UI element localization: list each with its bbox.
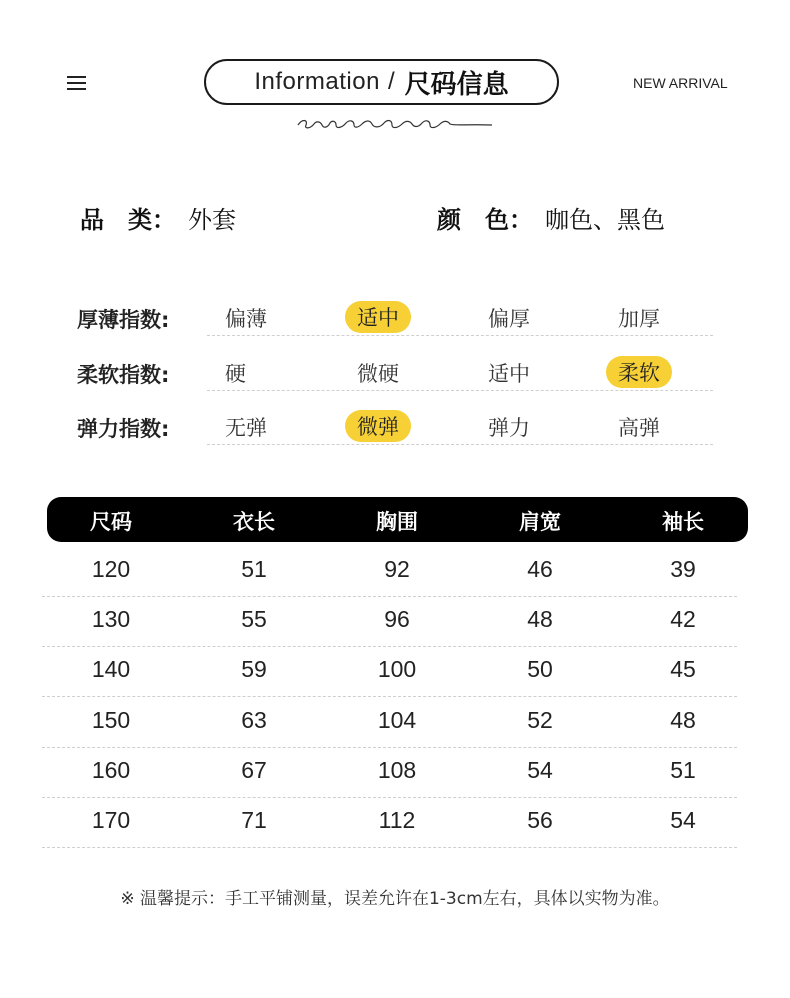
table-cell: 45 — [670, 656, 696, 683]
measurement-note: ※ 温馨提示：手工平铺测量，误差允许在1-3cm左右，具体以实物为准。 — [120, 889, 670, 909]
table-cell: 52 — [527, 706, 553, 733]
table-cell: 55 — [241, 606, 267, 633]
attribute-option: 微硬 — [357, 362, 399, 386]
color-value: 咖色、黑色 — [545, 206, 665, 234]
color-line — [437, 200, 665, 235]
category-label: 品 类： — [80, 206, 176, 234]
attribute-divider — [207, 335, 713, 336]
table-cell: 140 — [91, 656, 131, 683]
attribute-label: 柔软指数: — [77, 363, 170, 387]
table-cell: 42 — [670, 606, 696, 633]
attribute-option: 硬 — [225, 362, 246, 386]
table-header-cell: 肩宽 — [519, 510, 561, 534]
table-cell: 108 — [377, 756, 417, 783]
attribute-option: 适中 — [488, 362, 530, 386]
table-cell: 48 — [670, 706, 696, 733]
table-row — [42, 697, 737, 748]
attribute-label: 厚薄指数: — [77, 308, 170, 332]
attribute-option-selected: 微弹 — [345, 410, 411, 442]
table-header-cell: 衣长 — [233, 510, 275, 534]
table-cell: 100 — [377, 656, 417, 683]
attribute-label: 弹力指数: — [77, 417, 170, 441]
title-pill — [204, 59, 559, 105]
menu-icon[interactable] — [67, 76, 86, 91]
table-cell: 54 — [527, 756, 553, 783]
table-cell: 50 — [527, 656, 553, 683]
signature-script-icon — [296, 113, 494, 133]
table-row — [42, 546, 737, 597]
table-cell: 130 — [91, 606, 131, 633]
title-chinese: 尺码信息 — [404, 69, 509, 100]
table-cell: 71 — [241, 807, 267, 833]
table-cell: 112 — [378, 807, 416, 833]
attribute-option: 偏薄 — [225, 307, 267, 331]
category-value: 外套 — [188, 206, 236, 234]
table-header-cell: 袖长 — [662, 510, 704, 534]
table-cell: 170 — [91, 807, 131, 833]
title-english: Information — [254, 68, 380, 95]
title-separator: / — [387, 68, 395, 95]
table-header-cell: 尺码 — [90, 510, 132, 534]
table-cell: 51 — [241, 556, 267, 582]
attribute-option: 弹力 — [488, 416, 530, 440]
color-label: 颜 色： — [437, 206, 533, 234]
table-cell: 56 — [527, 807, 553, 833]
table-cell: 104 — [377, 706, 417, 733]
table-row — [42, 596, 737, 647]
table-cell: 160 — [91, 756, 131, 783]
table-cell: 54 — [670, 807, 696, 833]
attribute-option: 高弹 — [618, 416, 660, 440]
new-arrival-tag: NEW ARRIVAL — [633, 75, 728, 91]
table-cell: 150 — [91, 706, 131, 733]
attribute-option: 加厚 — [618, 307, 660, 331]
table-row — [42, 797, 737, 848]
table-cell: 96 — [384, 606, 410, 633]
table-cell: 51 — [670, 756, 696, 783]
table-cell: 92 — [384, 556, 410, 582]
table-cell: 67 — [241, 756, 267, 783]
attribute-divider — [207, 444, 713, 445]
table-cell: 120 — [91, 556, 131, 582]
table-cell: 46 — [527, 556, 553, 582]
attribute-option: 偏厚 — [488, 307, 530, 331]
attribute-option-selected: 适中 — [345, 301, 411, 333]
attribute-option: 无弹 — [225, 416, 267, 440]
table-cell: 63 — [241, 706, 267, 733]
attribute-option-selected: 柔软 — [606, 356, 672, 388]
table-cell: 59 — [241, 656, 267, 683]
table-cell: 39 — [670, 556, 696, 582]
table-row — [42, 747, 737, 798]
attribute-divider — [207, 390, 713, 391]
category-line — [80, 200, 236, 235]
size-table-header — [47, 497, 748, 542]
table-header-cell: 胸围 — [376, 510, 418, 534]
table-row — [42, 646, 737, 697]
table-cell: 48 — [527, 606, 553, 633]
